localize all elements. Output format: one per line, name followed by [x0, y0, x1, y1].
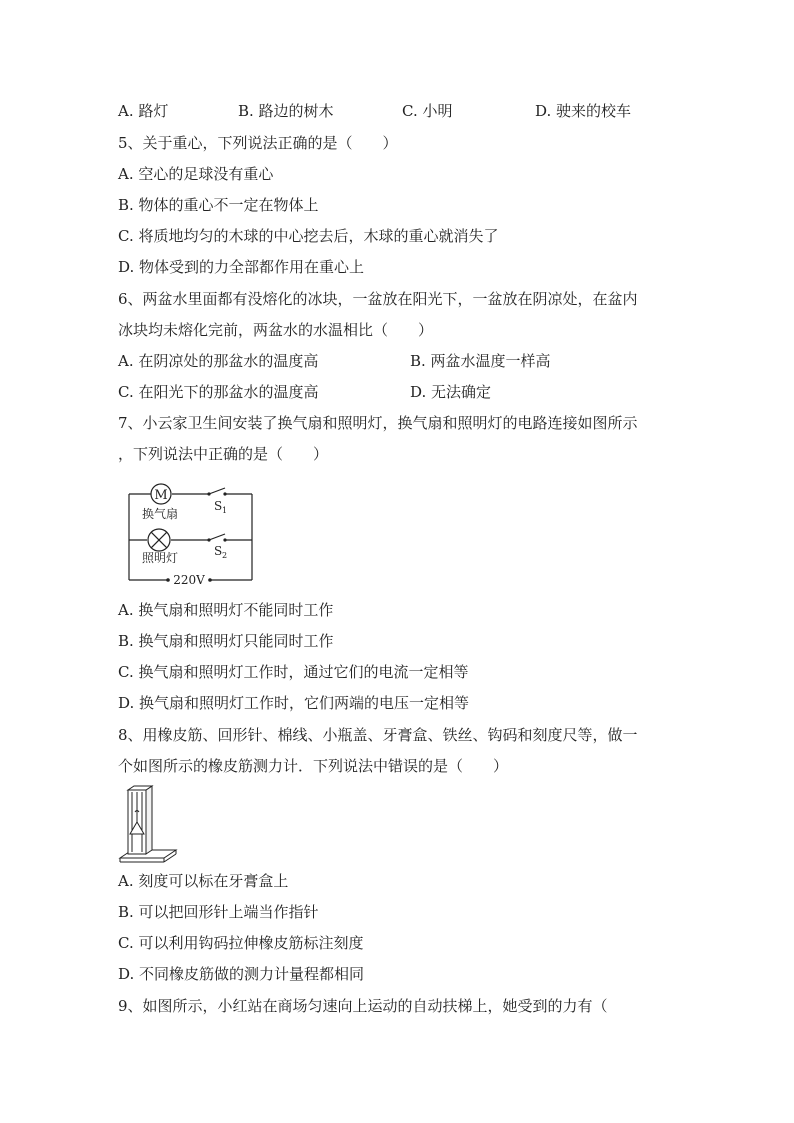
lamp-label: 照明灯 — [142, 551, 179, 565]
q8-stem-line2: 个如图所示的橡皮筋测力计．下列说法中错误的是（ ） — [118, 757, 509, 775]
q6-stem-line2: 冰块均未熔化完前，两盆水的水温相比（ ） — [118, 321, 434, 339]
switch1-sub: 1 — [222, 506, 228, 515]
q5-option-b: B. 物体的重心不一定在物体上 — [118, 196, 319, 214]
q5-option-c: C. 将质地均匀的木球的中心挖去后，木球的重心就消失了 — [118, 227, 499, 245]
switch2-label: S — [214, 544, 223, 558]
q7-option-c: C. 换气扇和照明灯工作时，通过它们的电流一定相等 — [118, 663, 469, 681]
q4-option-b: B. 路边的树木 — [238, 102, 334, 120]
q8-option-d: D. 不同橡皮筋做的测力计量程都相同 — [118, 965, 365, 983]
q8-stem-line1: 8、用橡皮筋、回形针、棉线、小瓶盖、牙膏盒、铁丝、钩码和刻度尺等，做一 — [118, 726, 638, 744]
q7-option-d: D. 换气扇和照明灯工作时，它们两端的电压一定相等 — [118, 694, 470, 712]
q8-option-b: B. 可以把回形针上端当作指针 — [118, 903, 319, 921]
q4-option-d: D. 驶来的校车 — [535, 102, 632, 120]
q5-stem: 5、关于重心，下列说法正确的是（ ） — [118, 134, 398, 152]
switch-s1 — [207, 488, 226, 496]
q9-stem-line1: 9、如图所示，小红站在商场匀速向上运动的自动扶梯上，她受到的力有（ — [118, 997, 608, 1015]
q6-option-d: D. 无法确定 — [410, 383, 492, 401]
q7-stem-line1: 7、小云家卫生间安装了换气扇和照明灯，换气扇和照明灯的电路连接如图所示 — [118, 414, 638, 432]
voltage-label: 220V — [173, 573, 205, 587]
motor-label: M — [154, 488, 168, 503]
circuit-diagram — [124, 480, 259, 592]
q4-option-c: C. 小明 — [402, 102, 453, 120]
q8-option-c: C. 可以利用钩码拉伸橡皮筋标注刻度 — [118, 934, 364, 952]
q5-option-d: D. 物体受到的力全部都作用在重心上 — [118, 258, 365, 276]
q8-option-a: A. 刻度可以标在牙膏盒上 — [118, 872, 289, 890]
force-meter-figure — [118, 782, 180, 870]
switch-s2 — [207, 534, 226, 542]
q6-option-a: A. 在阴凉处的那盆水的温度高 — [118, 352, 319, 370]
q5-option-a: A. 空心的足球没有重心 — [118, 165, 274, 183]
q7-stem-line2: ，下列说法中正确的是（ ） — [118, 445, 329, 463]
q6-option-b: B. 两盆水温度一样高 — [410, 352, 551, 370]
q7-option-b: B. 换气扇和照明灯只能同时工作 — [118, 632, 334, 650]
motor-symbol — [151, 484, 171, 504]
q4-option-a: A. 路灯 — [118, 102, 169, 120]
switch2-sub: 2 — [222, 551, 228, 560]
q7-option-a: A. 换气扇和照明灯不能同时工作 — [118, 601, 334, 619]
switch1-label: S — [214, 499, 223, 513]
q6-option-c: C. 在阳光下的那盆水的温度高 — [118, 383, 319, 401]
lamp-symbol — [148, 529, 170, 551]
q6-stem-line1: 6、两盆水里面都有没熔化的冰块，一盆放在阳光下，一盆放在阴凉处，在盆内 — [118, 290, 638, 308]
fan-label: 换气扇 — [142, 507, 179, 521]
force-meter-svg — [118, 782, 180, 866]
circuit-diagram-svg — [124, 480, 259, 588]
